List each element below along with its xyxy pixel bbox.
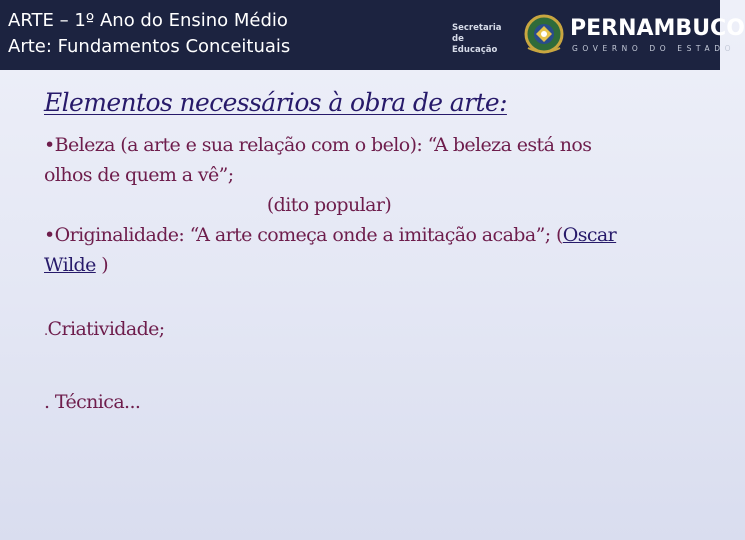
government-logo — [452, 10, 745, 60]
item-criatividade-dot: . — [44, 324, 48, 339]
secretaria-label — [452, 23, 516, 56]
slide-title — [8, 8, 290, 60]
item-originalidade-close: ) — [95, 254, 109, 276]
title-line-2: Arte: Fundamentos Conceituais — [8, 36, 291, 57]
slide-content — [44, 86, 684, 417]
item-originalidade — [44, 220, 684, 280]
title-line-1: ARTE – 1º Ano do Ensino Médio — [8, 10, 288, 31]
link-part-1[interactable]: Oscar — [562, 224, 617, 246]
item-originalidade-text: •Originalidade: “A arte começa onde a imitação acaba”; ( — [44, 224, 563, 246]
secretaria-line-1: Secretaria de — [452, 23, 502, 44]
item-criatividade-text: Criatividade; — [47, 318, 165, 340]
state-crest-icon — [522, 12, 566, 56]
state-name: PERNAMBUCO — [570, 16, 745, 41]
item-criatividade — [44, 314, 684, 347]
content-heading: Elementos necessários à obra de arte: — [44, 88, 507, 117]
header-bar — [0, 0, 745, 70]
item-beleza-line-1: •Beleza (a arte e sua relação com o belo): “A beleza está nos — [44, 134, 592, 156]
link-part-2[interactable]: Wilde — [44, 254, 96, 276]
secretaria-line-2: Educação — [452, 45, 498, 55]
state-subtitle: GOVERNO DO ESTADO — [572, 44, 736, 53]
item-beleza-line-2: olhos de quem a vê”; — [44, 164, 234, 186]
item-beleza-source: (dito popular) — [266, 194, 392, 216]
item-tecnica: . Técnica... — [44, 391, 141, 413]
item-beleza — [44, 130, 684, 190]
